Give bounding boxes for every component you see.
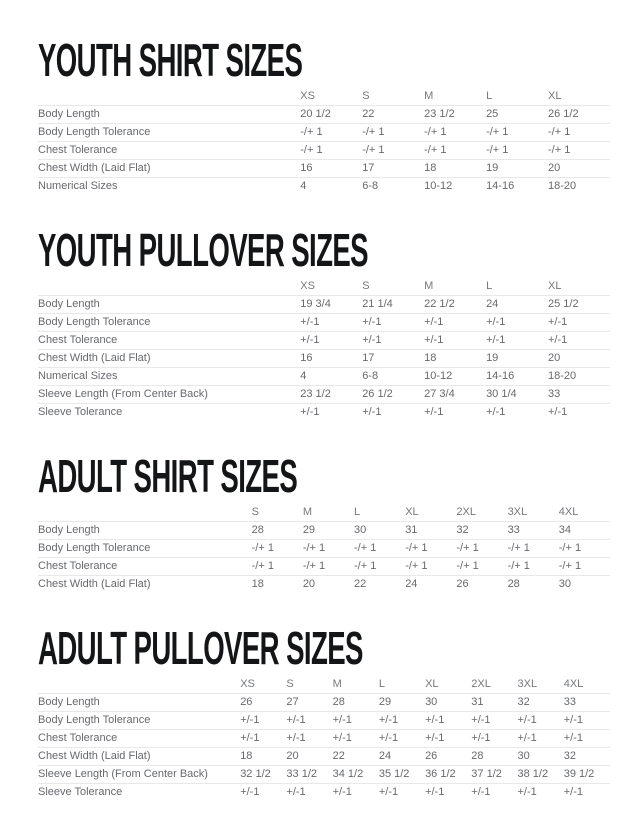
table-row: [38, 124, 610, 142]
size-value-cell: +/-1: [333, 712, 379, 730]
column-header: S: [362, 88, 424, 106]
size-table-section: [38, 34, 610, 195]
section-title: YOUTH SHIRT SIZES: [38, 34, 303, 86]
size-value-cell: 30: [558, 578, 571, 590]
size-value-cell: -/+ 1: [559, 558, 610, 576]
size-value-cell: 10-12: [424, 180, 453, 192]
table-row: [38, 748, 610, 766]
size-value-cell: +/-1: [333, 730, 379, 748]
size-value-cell: 16: [300, 350, 362, 368]
row-label: Sleeve Tolerance: [38, 786, 123, 798]
size-value-cell: 18: [424, 350, 486, 368]
size-value-cell: 39 1/2: [564, 766, 610, 784]
size-value-cell: -/+ 1: [300, 142, 362, 160]
table-row: [38, 160, 610, 178]
size-value-cell: 18: [251, 578, 264, 590]
size-value-cell: 18: [424, 160, 486, 178]
table-row: [38, 178, 610, 196]
size-value-cell: 18-20: [548, 180, 577, 192]
column-header: 3XL: [518, 676, 564, 694]
size-value-cell: -/+ 1: [508, 558, 559, 576]
table-row: [38, 296, 610, 314]
size-value-cell: -/+ 1: [405, 540, 456, 558]
row-label: Sleeve Length (From Center Back): [38, 386, 300, 404]
column-header: XL: [548, 88, 610, 106]
size-value-cell: +/-1: [240, 712, 286, 730]
size-value-cell: +/-1: [471, 786, 491, 798]
size-value-cell: +/-1: [548, 332, 610, 350]
size-value-cell: 33: [548, 386, 610, 404]
row-label: Body Length Tolerance: [38, 540, 252, 558]
size-value-cell: 19: [486, 160, 548, 178]
size-value-cell: 17: [362, 350, 424, 368]
size-value-cell: +/-1: [425, 712, 471, 730]
size-value-cell: 14-16: [486, 180, 515, 192]
column-header: XL: [548, 278, 610, 296]
table-row: [38, 712, 610, 730]
size-value-cell: 20 1/2: [300, 106, 362, 124]
header-row: [38, 504, 610, 522]
row-label: Body Length Tolerance: [38, 124, 300, 142]
size-value-cell: +/-1: [548, 406, 568, 418]
table-row: [38, 332, 610, 350]
size-chart-sections: [38, 34, 610, 801]
size-value-cell: 21 1/4: [362, 296, 424, 314]
size-table-body: [38, 694, 610, 802]
size-table: [38, 278, 610, 421]
size-value-cell: 27: [286, 694, 332, 712]
section-title: ADULT SHIRT SIZES: [38, 450, 298, 502]
size-value-cell: 10-12: [424, 368, 486, 386]
column-header: XL: [425, 676, 471, 694]
table-row: [38, 106, 610, 124]
column-header: 4XL: [564, 676, 610, 694]
size-value-cell: -/+ 1: [303, 558, 354, 576]
column-header: XL: [405, 504, 456, 522]
table-row: [38, 314, 610, 332]
size-value-cell: 30: [425, 694, 471, 712]
table-row: [38, 142, 610, 160]
size-value-cell: 26: [240, 694, 286, 712]
size-table-section: [38, 622, 610, 801]
size-value-cell: -/+ 1: [424, 142, 486, 160]
table-row: [38, 730, 610, 748]
table-row: [38, 576, 610, 594]
size-value-cell: +/-1: [240, 786, 260, 798]
column-header: L: [379, 676, 425, 694]
size-value-cell: +/-1: [300, 332, 362, 350]
size-value-cell: 24: [486, 296, 548, 314]
table-row: [38, 540, 610, 558]
size-value-cell: +/-1: [378, 786, 399, 798]
row-label: Chest Tolerance: [38, 558, 252, 576]
size-value-cell: +/-1: [379, 730, 425, 748]
size-value-cell: +/-1: [379, 712, 425, 730]
size-value-cell: -/+ 1: [252, 540, 303, 558]
size-value-cell: -/+ 1: [300, 124, 362, 142]
row-label: Body Length: [38, 296, 300, 314]
row-label: Body Length: [38, 522, 252, 540]
row-label: Chest Tolerance: [38, 142, 300, 160]
size-value-cell: +/-1: [362, 314, 424, 332]
table-row: [38, 558, 610, 576]
size-value-cell: +/-1: [517, 786, 537, 798]
size-value-cell: +/-1: [518, 730, 564, 748]
size-value-cell: -/+ 1: [548, 124, 610, 142]
size-value-cell: 18-20: [548, 368, 610, 386]
size-value-cell: 32 1/2: [240, 766, 286, 784]
size-value-cell: 26: [456, 578, 469, 590]
size-value-cell: 18: [240, 748, 286, 766]
size-value-cell: +/-1: [518, 712, 564, 730]
size-value-cell: -/+ 1: [354, 558, 405, 576]
row-label: Sleeve Tolerance: [38, 406, 123, 418]
column-header: M: [424, 278, 486, 296]
row-label: Body Length: [38, 106, 300, 124]
size-value-cell: 19: [486, 350, 548, 368]
table-row: [38, 386, 610, 404]
row-label: Chest Width (Laid Flat): [38, 350, 300, 368]
header-corner-cell: [38, 504, 252, 522]
size-value-cell: 33 1/2: [286, 766, 332, 784]
size-value-cell: -/+ 1: [303, 540, 354, 558]
column-header: S: [286, 676, 332, 694]
column-header: 4XL: [559, 504, 610, 522]
size-value-cell: -/+ 1: [362, 142, 424, 160]
size-value-cell: +/-1: [486, 406, 506, 418]
size-value-cell: -/+ 1: [548, 142, 610, 160]
size-value-cell: +/-1: [424, 332, 486, 350]
column-header: L: [354, 504, 405, 522]
size-value-cell: +/-1: [486, 314, 548, 332]
table-row: [38, 694, 610, 712]
size-value-cell: 30: [518, 748, 564, 766]
size-value-cell: 22: [333, 748, 379, 766]
size-table-section: [38, 224, 610, 421]
size-value-cell: -/+ 1: [424, 124, 486, 142]
table-row: [38, 784, 610, 802]
size-value-cell: +/-1: [300, 314, 362, 332]
size-value-cell: +/-1: [563, 786, 583, 798]
size-table-body: [38, 522, 610, 594]
size-value-cell: 29: [379, 694, 425, 712]
size-table-header: [38, 504, 610, 522]
size-value-cell: 20: [548, 350, 610, 368]
size-value-cell: 6-8: [362, 368, 424, 386]
size-value-cell: 35 1/2: [379, 766, 425, 784]
column-header: 2XL: [456, 504, 507, 522]
row-label: Chest Tolerance: [38, 332, 300, 350]
size-value-cell: +/-1: [286, 730, 332, 748]
size-value-cell: 27 3/4: [424, 386, 486, 404]
table-row: [38, 404, 610, 422]
size-value-cell: +/-1: [286, 786, 306, 798]
size-table-header: [38, 278, 610, 296]
size-value-cell: -/+ 1: [508, 540, 559, 558]
size-value-cell: 23 1/2: [300, 386, 362, 404]
header-row: [38, 676, 610, 694]
size-value-cell: 32: [518, 694, 564, 712]
size-value-cell: +/-1: [471, 730, 517, 748]
row-label: Body Length Tolerance: [38, 712, 240, 730]
size-table-body: [38, 296, 610, 422]
size-value-cell: 32: [564, 748, 610, 766]
size-value-cell: -/+ 1: [362, 124, 424, 142]
size-value-cell: +/-1: [424, 314, 486, 332]
size-value-cell: 17: [362, 160, 424, 178]
header-row: [38, 278, 610, 296]
size-value-cell: 25: [486, 106, 548, 124]
row-label: Numerical Sizes: [38, 368, 300, 386]
size-value-cell: +/-1: [471, 712, 517, 730]
size-value-cell: +/-1: [486, 332, 548, 350]
size-value-cell: +/-1: [425, 730, 471, 748]
size-table-section: [38, 450, 610, 593]
column-header: L: [486, 88, 548, 106]
column-header: XS: [300, 278, 362, 296]
column-header: M: [333, 676, 379, 694]
size-value-cell: 19 3/4: [300, 296, 362, 314]
size-value-cell: 25 1/2: [548, 296, 610, 314]
size-table: [38, 88, 610, 195]
size-value-cell: 34: [559, 522, 610, 540]
column-header: XS: [240, 676, 286, 694]
size-value-cell: +/-1: [424, 406, 444, 418]
size-value-cell: 30 1/4: [486, 386, 548, 404]
size-value-cell: 36 1/2: [425, 766, 471, 784]
section-title: YOUTH PULLOVER SIZES: [38, 224, 368, 276]
header-corner-cell: [38, 278, 300, 296]
size-value-cell: -/+ 1: [456, 558, 507, 576]
size-value-cell: 22: [362, 106, 424, 124]
size-value-cell: 24: [379, 748, 425, 766]
size-value-cell: +/-1: [548, 314, 610, 332]
size-value-cell: +/-1: [425, 786, 445, 798]
row-label: Chest Tolerance: [38, 730, 240, 748]
column-header: 2XL: [471, 676, 517, 694]
row-label: Body Length: [38, 694, 240, 712]
size-value-cell: -/+ 1: [559, 540, 610, 558]
size-value-cell: 23 1/2: [424, 106, 486, 124]
size-value-cell: 33: [508, 522, 559, 540]
size-value-cell: 24: [405, 578, 418, 590]
size-value-cell: 28: [471, 748, 517, 766]
column-header: S: [362, 278, 424, 296]
header-corner-cell: [38, 88, 300, 106]
header-row: [38, 88, 610, 106]
column-header: M: [303, 504, 354, 522]
size-value-cell: 26 1/2: [548, 106, 610, 124]
row-label: Chest Width (Laid Flat): [38, 748, 240, 766]
row-label: Chest Width (Laid Flat): [38, 160, 300, 178]
table-row: [38, 522, 610, 540]
size-value-cell: 28: [507, 578, 520, 590]
size-value-cell: +/-1: [362, 406, 382, 418]
size-value-cell: +/-1: [240, 730, 286, 748]
size-value-cell: 30: [354, 522, 405, 540]
table-row: [38, 350, 610, 368]
size-value-cell: -/+ 1: [354, 540, 405, 558]
size-value-cell: 33: [564, 694, 610, 712]
size-table: [38, 676, 610, 801]
column-header: XS: [300, 88, 362, 106]
size-value-cell: 14-16: [486, 368, 548, 386]
size-value-cell: 28: [333, 694, 379, 712]
row-label: Chest Width (Laid Flat): [38, 578, 151, 590]
size-value-cell: +/-1: [332, 786, 352, 798]
size-value-cell: 20: [548, 160, 610, 178]
size-table-header: [38, 88, 610, 106]
table-row: [38, 766, 610, 784]
size-value-cell: 22 1/2: [424, 296, 486, 314]
row-label: Numerical Sizes: [38, 180, 118, 192]
column-header: S: [252, 504, 303, 522]
header-corner-cell: [38, 676, 240, 694]
size-value-cell: 37 1/2: [471, 766, 517, 784]
size-value-cell: 20: [302, 578, 316, 590]
size-value-cell: -/+ 1: [456, 540, 507, 558]
column-header: L: [486, 278, 548, 296]
size-value-cell: -/+ 1: [486, 142, 548, 160]
row-label: Sleeve Length (From Center Back): [38, 766, 240, 784]
size-value-cell: 31: [405, 522, 456, 540]
size-value-cell: +/-1: [564, 712, 610, 730]
size-value-cell: +/-1: [564, 730, 610, 748]
section-title: ADULT PULLOVER SIZES: [38, 622, 363, 674]
size-table: [38, 504, 610, 593]
size-value-cell: 20: [286, 748, 332, 766]
size-table-body: [38, 106, 610, 196]
size-table-header: [38, 676, 610, 694]
column-header: M: [424, 88, 486, 106]
table-row: [38, 368, 610, 386]
size-value-cell: +/-1: [300, 406, 320, 418]
size-value-cell: 16: [300, 160, 362, 178]
size-value-cell: -/+ 1: [252, 558, 303, 576]
size-value-cell: 32: [456, 522, 507, 540]
column-header: 3XL: [508, 504, 559, 522]
row-label: Body Length Tolerance: [38, 314, 300, 332]
size-value-cell: 26 1/2: [362, 386, 424, 404]
size-value-cell: 26: [425, 748, 471, 766]
size-value-cell: -/+ 1: [486, 124, 548, 142]
size-value-cell: 4: [300, 180, 307, 192]
size-value-cell: 38 1/2: [518, 766, 564, 784]
size-value-cell: 29: [303, 522, 354, 540]
size-value-cell: -/+ 1: [405, 558, 456, 576]
size-value-cell: +/-1: [286, 712, 332, 730]
size-value-cell: 34 1/2: [333, 766, 379, 784]
size-value-cell: +/-1: [362, 332, 424, 350]
size-value-cell: 22: [354, 578, 367, 590]
size-value-cell: 4: [300, 368, 362, 386]
size-value-cell: 31: [471, 694, 517, 712]
size-value-cell: 6-8: [362, 180, 379, 192]
size-value-cell: 28: [252, 522, 303, 540]
